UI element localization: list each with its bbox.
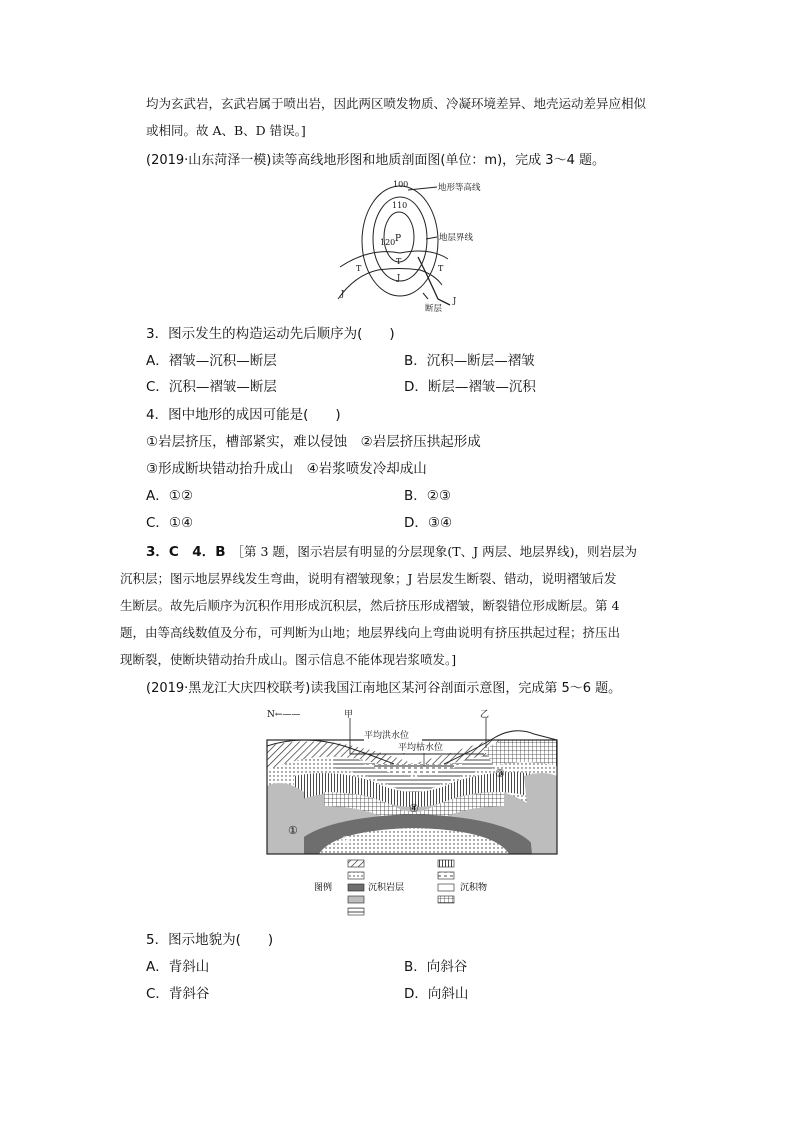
region-1-label: ① (288, 824, 298, 837)
question-intro: (2019·山东菏泽一模)读等高线地形图和地质剖面图(单位：m)，完成 3～4 题。 (146, 153, 605, 168)
q5-option-c[interactable]: C．背斜谷 (146, 986, 210, 1002)
stratum-label: T (438, 264, 444, 273)
leader-line (426, 237, 437, 239)
stratum-label: J (341, 289, 345, 298)
question-intro: (2019·黑龙江大庆四校联考)读我国江南地区某河谷剖面示意图，完成第 5～6 题。 (146, 681, 622, 696)
answer-text: 生断层。故先后顺序为沉积作用形成沉积层，然后挤压形成褶皱，断裂错位形成断层。第 4 (120, 598, 620, 613)
valley-section-figure (264, 706, 564, 916)
question-5-stem: 5．图示地貌为( ) (146, 932, 274, 948)
q4-option-a[interactable]: A．①② (146, 488, 193, 504)
q3-option-c[interactable]: C．沉积—褶皱—断层 (146, 379, 277, 395)
legend-title: 图例 (314, 883, 333, 893)
q5-option-a[interactable]: A．背斜山 (146, 959, 210, 975)
contour-label: 110 (392, 201, 408, 210)
q5-option-d[interactable]: D．向斜山 (404, 986, 469, 1002)
q4-statements-1-2: ①岩层挤压，槽部紧实，难以侵蚀 ②岩层挤压拱起形成 (146, 434, 481, 450)
leader-line (423, 293, 428, 299)
answer-text: 题，由等高线数值及分布，可判断为山地；地层界线向上弯曲说明有挤压拱起过程；挤压出 (120, 625, 621, 640)
legend-sediment: 沉积物 (460, 883, 488, 893)
answer-text: 现断裂，使断块错动抬升成山。图示信息不能体现岩浆喷发。] (120, 652, 457, 667)
legend-fault: 断层 (425, 304, 443, 314)
legend-contour: 地形等高线 (438, 183, 481, 193)
explanation-line: 或相同。故 A、B、D 错误。] (146, 123, 306, 138)
q3-option-b[interactable]: B．沉积—断层—褶皱 (404, 353, 535, 369)
north-arrow: N←—— (267, 710, 301, 720)
question-3-stem: 3．图示发生的构造运动先后顺序为( ) (146, 326, 395, 342)
q3-option-d[interactable]: D．断层—褶皱—沉积 (404, 379, 536, 395)
q4-option-b[interactable]: B．②③ (404, 488, 451, 504)
q4-statements-3-4: ③形成断块错动抬升成山 ④岩浆喷发冷却成山 (146, 461, 427, 477)
answer-text: ［第 3 题，图示岩层有明显的分层现象(T、J 两层、地层界线)，则岩层为 (231, 544, 637, 559)
contour-label: 120 (380, 238, 396, 247)
question-4-stem: 4．图中地形的成因可能是( ) (146, 407, 341, 423)
answer-text: 沉积层；图示地层界线发生弯曲，说明有褶皱现象；J 岩层发生断裂、错动，说明褶皱后发 (120, 571, 617, 586)
region-4-label: ④ (409, 802, 419, 815)
stratum-label: J (397, 273, 401, 282)
q4-option-d[interactable]: D．③④ (404, 515, 453, 531)
q4-option-c[interactable]: C．①④ (146, 515, 194, 531)
contour-label: 100 (393, 180, 409, 189)
contour-geology-figure (330, 175, 490, 315)
legend-boundary: 地层界线 (439, 233, 474, 243)
answer-block (146, 542, 637, 562)
point-label: P (395, 234, 402, 244)
dry-level-label: 平均枯水位 (398, 743, 444, 753)
explanation-line: 均为玄武岩，玄武岩属于喷出岩，因此两区喷发物质、冷凝环境差异、地壳运动差异应相似 (146, 96, 647, 111)
legend-sed-rock: 沉积岩层 (368, 883, 405, 893)
region-2-label: ② (341, 834, 351, 847)
answer-key: 3．C 4．B (146, 544, 226, 560)
region-3-label: ③ (495, 767, 505, 780)
fault-line (418, 257, 450, 305)
stratum-label: T (356, 264, 362, 273)
q3-option-a[interactable]: A．褶皱—沉积—断层 (146, 353, 277, 369)
stratum-label: T (396, 257, 402, 266)
point-jia: 甲 (344, 710, 354, 720)
flood-level-label: 平均洪水位 (364, 731, 410, 741)
q5-option-b[interactable]: B．向斜谷 (404, 959, 468, 975)
legend (314, 860, 487, 915)
point-yi: 乙 (480, 710, 490, 720)
stratum-label: J (453, 296, 457, 305)
